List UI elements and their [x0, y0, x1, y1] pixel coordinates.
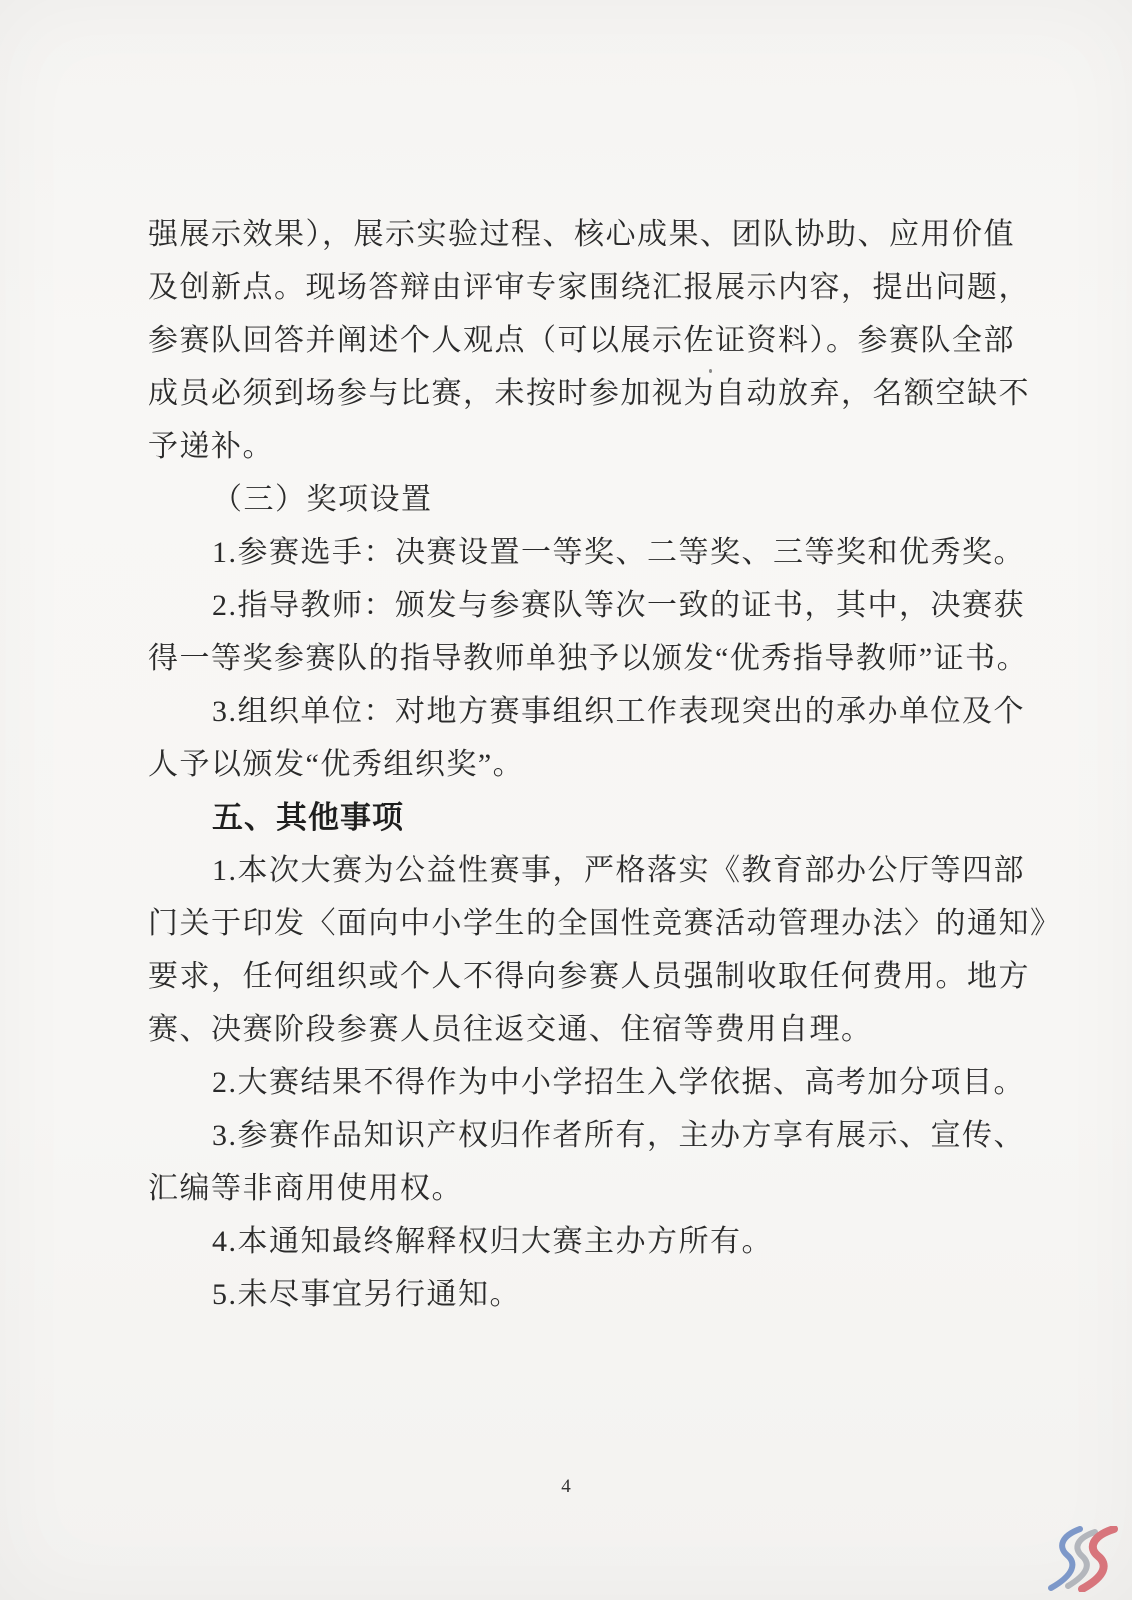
text-line: 人予以颁发“优秀组织奖”。: [148, 748, 525, 781]
text-line: 及创新点。现场答辩由评审专家围绕汇报展示内容，提出问题，: [148, 271, 1030, 304]
text-line: 4.本通知最终解释权归大赛主办方所有。: [212, 1225, 773, 1258]
text-line: 门关于印发〈面向中小学生的全国性竞赛活动管理办法〉的通知》: [148, 907, 1062, 940]
text-line: 参赛队回答并阐述个人观点（可以展示佐证资料）。参赛队全部: [148, 324, 1015, 357]
text-line: （三）奖项设置: [212, 483, 433, 516]
text-line: 予递补。: [148, 430, 274, 463]
text-line: 2.大赛结果不得作为中小学招生入学依据、高考加分项目。: [212, 1066, 1025, 1099]
text-line: 赛、决赛阶段参赛人员往返交通、住宿等费用自理。: [148, 1013, 873, 1046]
text-line: 3.组织单位：对地方赛事组织工作表现突出的承办单位及个: [212, 695, 1025, 728]
text-line: 1.本次大赛为公益性赛事，严格落实《教育部办公厅等四部: [212, 854, 1025, 887]
text-line: 成员必须到场参与比赛，未按时参加视为自动放弃，名额空缺不: [148, 377, 1030, 410]
scan-artifact-dot: [709, 369, 712, 373]
text-line: 汇编等非商用使用权。: [148, 1172, 463, 1205]
page-number: 4: [561, 1476, 571, 1497]
text-line: 强展示效果），展示实验过程、核心成果、团队协助、应用价值: [148, 218, 1015, 251]
section-heading-line: 五、其他事项: [212, 800, 404, 835]
text-line: 3.参赛作品知识产权归作者所有，主办方享有展示、宣传、: [212, 1119, 1025, 1152]
text-line: 2.指导教师：颁发与参赛队等次一致的证书，其中，决赛获: [212, 589, 1025, 622]
text-line: 5.未尽事宜另行通知。: [212, 1278, 521, 1311]
text-line: 1.参赛选手：决赛设置一等奖、二等奖、三等奖和优秀奖。: [212, 536, 1025, 569]
triple-s-watermark-logo: [1046, 1526, 1128, 1592]
text-line: 要求，任何组织或个人不得向参赛人员强制收取任何费用。地方: [148, 960, 1030, 993]
text-lines: [148, 208, 1068, 1321]
text-line: 得一等奖参赛队的指导教师单独予以颁发“优秀指导教师”证书。: [148, 642, 1029, 675]
